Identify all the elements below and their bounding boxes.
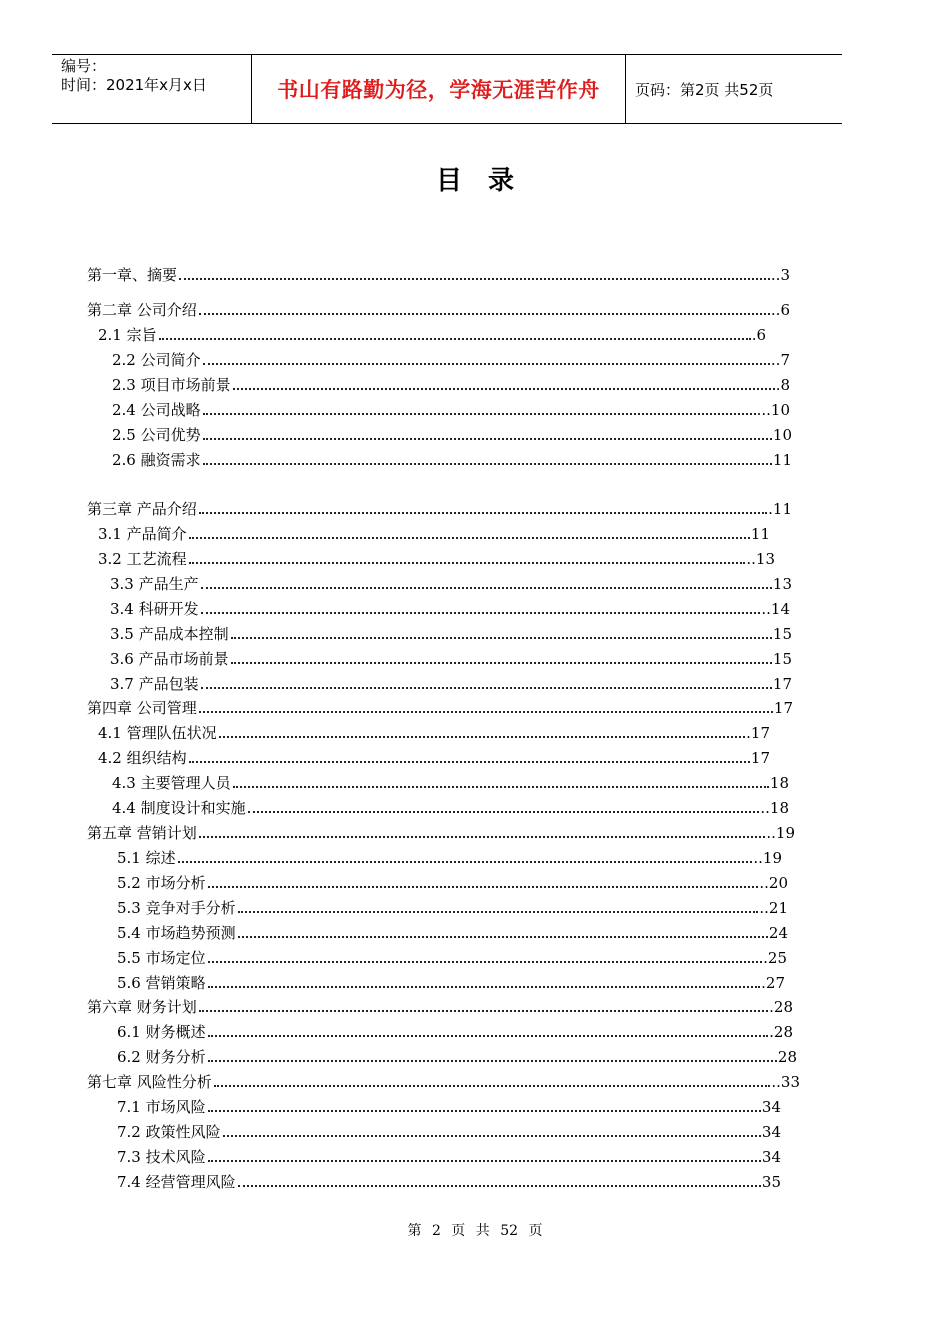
toc-entry-label: 5.5 市场定位 bbox=[117, 949, 206, 967]
toc-leader-dots bbox=[208, 984, 761, 988]
toc-entry-page: 18 bbox=[769, 774, 789, 792]
toc-entry-page: 34 bbox=[761, 1148, 781, 1166]
toc-leader-dots bbox=[199, 510, 767, 514]
toc-entry-label: 第六章 财务计划 bbox=[87, 998, 197, 1016]
toc-entry bbox=[87, 1072, 800, 1092]
toc-leader-dots bbox=[159, 336, 751, 340]
toc-entry-label: 3.3 产品生产 bbox=[110, 575, 199, 593]
header-page-info: 页码：第2页 共52页 bbox=[635, 80, 774, 99]
toc-leader-dots bbox=[214, 1083, 771, 1087]
toc-entry bbox=[98, 748, 770, 768]
toc-entry-page: ..7 bbox=[770, 351, 790, 369]
toc-entry-page: ..3 bbox=[770, 266, 790, 284]
number-label: 编号： bbox=[61, 57, 107, 75]
toc-leader-dots bbox=[208, 1108, 761, 1112]
toc-entry-page: ..19 bbox=[766, 824, 795, 842]
toc-leader-dots bbox=[199, 834, 766, 838]
toc-entry-page: 11 bbox=[772, 451, 792, 469]
toc-entry-label: 4.3 主要管理人员 bbox=[112, 774, 231, 792]
toc-entry-label: 2.1 宗旨 bbox=[98, 326, 157, 344]
toc-entry bbox=[117, 1047, 797, 1067]
toc-entry bbox=[117, 1172, 781, 1192]
toc-entry-page: ..19 bbox=[753, 849, 782, 867]
toc-entry-label: 第五章 营销计划 bbox=[87, 824, 197, 842]
toc-entry-page: 13 bbox=[772, 575, 792, 593]
toc-entry-label: 2.4 公司战略 bbox=[112, 401, 201, 419]
toc-entry bbox=[117, 898, 788, 918]
toc-leader-dots bbox=[231, 660, 772, 664]
toc-entry-page: 35 bbox=[761, 1173, 781, 1191]
toc-entry bbox=[117, 1147, 781, 1167]
toc-entry-label: 第三章 产品介绍 bbox=[87, 500, 197, 518]
toc-entry bbox=[110, 674, 792, 694]
toc-leader-dots bbox=[203, 436, 772, 440]
toc-leader-dots bbox=[201, 610, 761, 614]
toc-leader-dots bbox=[208, 1033, 769, 1037]
toc-entry bbox=[110, 649, 792, 669]
toc-entry-label: 2.2 公司简介 bbox=[112, 351, 201, 369]
toc-entry bbox=[98, 325, 766, 345]
toc-leader-dots bbox=[203, 361, 770, 365]
toc-entry-label: 4.4 制度设计和实施 bbox=[112, 799, 246, 817]
toc-entry-label: 6.1 财务概述 bbox=[117, 1023, 206, 1041]
toc-entry-page: 11 bbox=[750, 525, 770, 543]
toc-leader-dots bbox=[203, 461, 772, 465]
toc-entry-page: .6 bbox=[751, 326, 766, 344]
toc-entry-label: 第四章 公司管理 bbox=[87, 699, 197, 717]
toc-entry-label: 4.1 管理队伍状况 bbox=[98, 724, 217, 742]
toc-entry-label: 2.5 公司优势 bbox=[112, 426, 201, 444]
header-motto: 书山有路勤为径，学海无涯苦作舟 bbox=[252, 55, 626, 123]
toc-entry-page: 10 bbox=[772, 426, 792, 444]
toc-leader-dots bbox=[238, 934, 768, 938]
toc-leader-dots bbox=[199, 311, 770, 315]
toc-entry-page: 34 bbox=[761, 1098, 781, 1116]
toc-leader-dots bbox=[199, 1008, 768, 1012]
toc-entry-page: 17 bbox=[750, 749, 770, 767]
toc-entry bbox=[98, 549, 775, 569]
toc-entry bbox=[87, 300, 790, 320]
toc-entry-page: 17 bbox=[772, 675, 792, 693]
toc-entry bbox=[98, 723, 770, 743]
toc-entry-label: 第二章 公司介绍 bbox=[87, 301, 197, 319]
time-label: 时间：2021年x月x日 bbox=[61, 76, 207, 94]
toc-entry bbox=[117, 873, 788, 893]
toc-entry-label: 3.7 产品包装 bbox=[110, 675, 199, 693]
toc-leader-dots bbox=[238, 1183, 761, 1187]
toc-leader-dots bbox=[189, 560, 746, 564]
toc-leader-dots bbox=[201, 685, 772, 689]
toc-leader-dots bbox=[219, 734, 746, 738]
toc-entry bbox=[87, 265, 790, 285]
toc-entry-label: 3.6 产品市场前景 bbox=[110, 650, 229, 668]
toc-entry-page: ..14 bbox=[761, 600, 790, 618]
toc-entry bbox=[87, 499, 792, 519]
toc-entry-page: .17 bbox=[746, 724, 770, 742]
toc-entry bbox=[112, 350, 790, 370]
toc-entry bbox=[112, 450, 792, 470]
toc-entry-page: 17 bbox=[773, 699, 793, 717]
toc-entry-page: .25 bbox=[763, 949, 787, 967]
toc-entry bbox=[110, 624, 792, 644]
page-title: 目录 bbox=[435, 166, 540, 196]
toc-entry bbox=[98, 524, 770, 544]
toc-entry bbox=[117, 848, 782, 868]
toc-leader-dots bbox=[233, 784, 769, 788]
toc-leader-dots bbox=[189, 535, 750, 539]
toc-leader-dots bbox=[208, 959, 763, 963]
toc-entry-page: ..18 bbox=[760, 799, 789, 817]
toc-entry bbox=[117, 1097, 781, 1117]
toc-leader-dots bbox=[203, 411, 756, 415]
toc-entry-label: 7.1 市场风险 bbox=[117, 1098, 206, 1116]
toc-entry-label: 5.4 市场趋势预测 bbox=[117, 924, 236, 942]
toc-leader-dots bbox=[179, 276, 770, 280]
toc-entry bbox=[117, 1022, 793, 1042]
toc-leader-dots bbox=[199, 709, 773, 713]
toc-entry-label: 3.4 科研开发 bbox=[110, 600, 199, 618]
toc-entry-label: 7.2 政策性风险 bbox=[117, 1123, 221, 1141]
toc-entry-label: 4.2 组织结构 bbox=[98, 749, 187, 767]
toc-entry-page: .8 bbox=[775, 376, 790, 394]
toc-entry bbox=[112, 798, 789, 818]
toc-entry-page: ..21 bbox=[759, 899, 788, 917]
toc-entry-label: 5.1 综述 bbox=[117, 849, 176, 867]
toc-entry-label: 3.1 产品简介 bbox=[98, 525, 187, 543]
toc-entry bbox=[117, 1122, 781, 1142]
toc-entry-label: 3.2 工艺流程 bbox=[98, 550, 187, 568]
toc-entry-label: 第七章 风险性分析 bbox=[87, 1073, 212, 1091]
toc-entry-label: 2.6 融资需求 bbox=[112, 451, 201, 469]
toc-entry-label: 5.6 营销策略 bbox=[117, 974, 206, 992]
toc-entry-page: .11 bbox=[768, 500, 792, 518]
toc-entry-label: 2.3 项目市场前景 bbox=[112, 376, 231, 394]
toc-leader-dots bbox=[231, 635, 772, 639]
toc-entry bbox=[112, 400, 790, 420]
toc-entry-page: ..6 bbox=[770, 301, 790, 319]
toc-entry-page: 15 bbox=[772, 625, 792, 643]
toc-entry bbox=[112, 773, 789, 793]
toc-entry-page: .28 bbox=[769, 998, 793, 1016]
toc-entry-page: ..20 bbox=[759, 874, 788, 892]
toc-entry-page: .28 bbox=[769, 1023, 793, 1041]
toc-entry bbox=[87, 997, 793, 1017]
page-footer: 第 2 页 共 52 页 bbox=[407, 1223, 543, 1239]
toc-entry-label: 3.5 产品成本控制 bbox=[110, 625, 229, 643]
toc-entry-page: ...10 bbox=[756, 401, 790, 419]
toc-entry bbox=[112, 425, 792, 445]
toc-leader-dots bbox=[233, 386, 775, 390]
toc-entry-page: .27 bbox=[761, 974, 785, 992]
toc-entry bbox=[110, 599, 790, 619]
toc-leader-dots bbox=[248, 809, 760, 813]
toc-entry bbox=[87, 698, 793, 718]
toc-leader-dots bbox=[208, 884, 759, 888]
toc-entry-page: ..33 bbox=[771, 1073, 800, 1091]
toc-entry bbox=[117, 973, 785, 993]
toc-leader-dots bbox=[238, 909, 759, 913]
toc-entry bbox=[112, 375, 790, 395]
toc-entry-label: 5.2 市场分析 bbox=[117, 874, 206, 892]
toc-leader-dots bbox=[189, 759, 750, 763]
toc-entry-page: 34 bbox=[761, 1123, 781, 1141]
toc-entry-page: 28 bbox=[777, 1048, 797, 1066]
toc-entry bbox=[117, 948, 787, 968]
toc-entry-page: ..13 bbox=[746, 550, 775, 568]
toc-entry-page: 15 bbox=[772, 650, 792, 668]
toc-entry-label: 6.2 财务分析 bbox=[117, 1048, 206, 1066]
toc-entry-label: 5.3 竞争对手分析 bbox=[117, 899, 236, 917]
toc-entry-label: 7.4 经营管理风险 bbox=[117, 1173, 236, 1191]
toc-entry-label: 7.3 技术风险 bbox=[117, 1148, 206, 1166]
toc-entry bbox=[117, 923, 788, 943]
toc-entry-page: 24 bbox=[768, 924, 788, 942]
toc-leader-dots bbox=[208, 1058, 777, 1062]
toc-leader-dots bbox=[178, 859, 753, 863]
toc-entry bbox=[87, 823, 795, 843]
toc-entry bbox=[110, 574, 792, 594]
toc-leader-dots bbox=[201, 585, 772, 589]
toc-leader-dots bbox=[223, 1133, 761, 1137]
toc-entry-label: 第一章、摘要 bbox=[87, 266, 178, 284]
toc-leader-dots bbox=[208, 1158, 761, 1162]
